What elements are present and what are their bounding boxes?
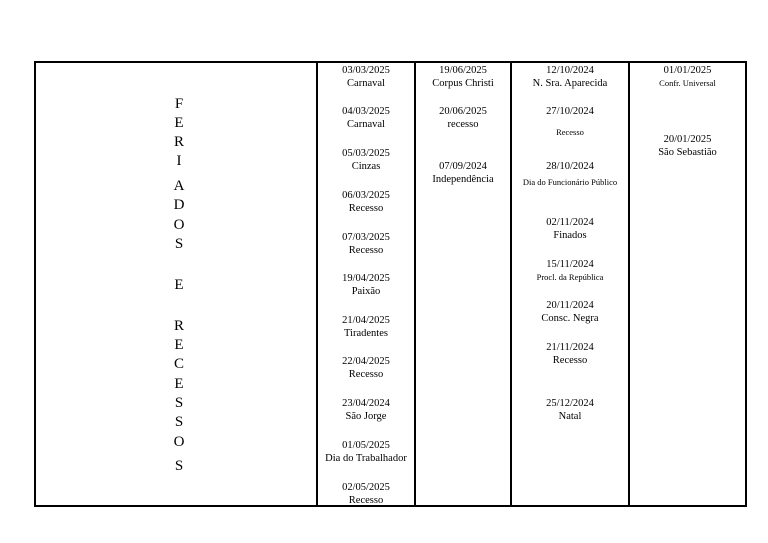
holiday-label: recesso	[447, 119, 479, 130]
holiday-date: 27/10/2024	[546, 106, 594, 117]
holiday-date: 19/06/2025	[439, 65, 487, 76]
holidays-table	[34, 61, 747, 507]
holiday-date: 22/04/2025	[342, 356, 390, 367]
holiday-entry	[416, 64, 510, 90]
holiday-date: 02/11/2024	[546, 217, 594, 228]
holiday-entry	[318, 231, 414, 257]
holiday-label: N. Sra. Aparecida	[532, 78, 608, 89]
holiday-label: Corpus Christi	[432, 78, 494, 89]
holiday-date: 21/04/2025	[342, 315, 390, 326]
holiday-date: 19/04/2025	[342, 273, 390, 284]
holiday-date: 01/01/2025	[663, 65, 712, 76]
holiday-entry	[318, 64, 414, 90]
title-letter: E	[174, 115, 184, 131]
holiday-entry	[318, 147, 414, 173]
holiday-entry	[512, 160, 628, 189]
holiday-column	[416, 63, 510, 505]
holiday-label: Paixão	[351, 286, 381, 297]
holiday-entry	[512, 64, 628, 90]
holiday-entry	[630, 64, 745, 90]
holiday-entry	[416, 105, 510, 131]
holiday-label: Cinzas	[351, 161, 381, 172]
holiday-date: 06/03/2025	[342, 190, 390, 201]
holiday-label: Independência	[432, 174, 494, 185]
holiday-entry	[512, 299, 628, 325]
holiday-entry	[318, 481, 414, 507]
title-letter: I	[176, 153, 182, 169]
holiday-entry	[512, 216, 628, 242]
holiday-entry	[512, 397, 628, 423]
title-letter: E	[174, 376, 184, 392]
holiday-date: 15/11/2024	[546, 259, 594, 270]
holiday-label: Recesso	[552, 355, 588, 366]
holiday-label: Recesso	[348, 245, 384, 256]
holiday-label: Confr. Universal	[659, 78, 716, 88]
title-letter: R	[173, 318, 184, 334]
holiday-label: Carnaval	[347, 119, 385, 130]
holiday-date: 20/01/2025	[663, 134, 712, 145]
holiday-entry	[318, 314, 414, 340]
title-letter: D	[173, 197, 185, 213]
holiday-entry	[512, 105, 628, 139]
holiday-entry	[318, 189, 414, 215]
holiday-label: Procl. da República	[536, 272, 604, 282]
holiday-label: Finados	[553, 230, 587, 241]
holiday-entry	[416, 160, 510, 186]
holiday-label: São Sebastião	[658, 147, 717, 158]
holiday-label: Recesso	[556, 127, 584, 137]
holiday-date: 23/04/2024	[342, 398, 390, 409]
holiday-date: 25/12/2024	[546, 398, 594, 409]
holiday-entry	[512, 258, 628, 284]
holiday-entry	[318, 397, 414, 423]
holiday-date: 02/05/2025	[342, 482, 390, 493]
title-letter: S	[174, 414, 184, 430]
holiday-column	[512, 63, 628, 505]
holiday-date: 05/03/2025	[342, 148, 390, 159]
holiday-label: Natal	[558, 411, 582, 422]
holiday-label: Dia do Funcionário Público	[522, 177, 618, 187]
holiday-label: Tiradentes	[344, 328, 388, 339]
holiday-date: 03/03/2025	[342, 65, 390, 76]
holiday-date: 20/06/2025	[439, 106, 487, 117]
title-letter: S	[174, 395, 184, 411]
title-letter: O	[173, 434, 185, 450]
holiday-label: Recesso	[348, 203, 384, 214]
title-letter: E	[174, 337, 184, 353]
title-letter: S	[174, 458, 184, 474]
holiday-label: Recesso	[348, 369, 384, 380]
holiday-date: 21/11/2024	[546, 342, 594, 353]
holiday-column	[630, 63, 745, 505]
holiday-label: Carnaval	[347, 78, 385, 89]
holiday-entry	[630, 133, 745, 159]
holiday-date: 01/05/2025	[342, 440, 390, 451]
holiday-entry	[318, 272, 414, 298]
title-letter: R	[173, 134, 184, 150]
holiday-label: Consc. Negra	[541, 313, 599, 324]
holiday-entry	[318, 105, 414, 131]
holiday-entry	[318, 355, 414, 381]
title-letter: O	[173, 217, 185, 233]
title-letter: S	[174, 236, 184, 252]
holiday-entry	[318, 439, 414, 465]
holiday-date: 28/10/2024	[546, 161, 594, 172]
title-letter: E	[174, 277, 184, 293]
title-letter: F	[174, 96, 184, 112]
title-letter: C	[173, 356, 184, 372]
holiday-label: São Jorge	[345, 411, 387, 422]
holiday-date: 07/09/2024	[439, 161, 487, 172]
holiday-label: Recesso	[348, 495, 384, 506]
title-letter: A	[173, 178, 185, 194]
holiday-column	[318, 63, 414, 505]
holiday-date: 12/10/2024	[546, 65, 594, 76]
vertical-title	[36, 63, 316, 505]
holiday-date: 04/03/2025	[342, 106, 390, 117]
holiday-date: 07/03/2025	[342, 232, 390, 243]
holiday-entry	[512, 341, 628, 367]
holiday-date: 20/11/2024	[546, 300, 594, 311]
holiday-label: Dia do Trabalhador	[325, 453, 407, 464]
